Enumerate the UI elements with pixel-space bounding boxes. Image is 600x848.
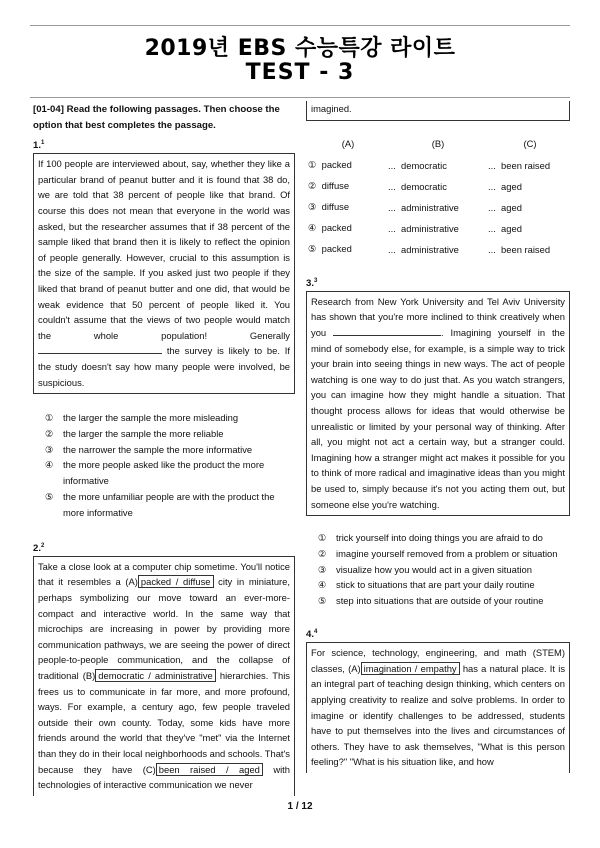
right-column: [306, 101, 570, 773]
page-number: 1 / 12: [287, 801, 313, 812]
footnote-marker: 1: [41, 140, 45, 146]
option-1[interactable]: ① the larger the sample the more misleading: [45, 412, 239, 424]
question-1-options: [33, 410, 295, 521]
option-5[interactable]: ⑤ packed ... administrative ... been raised: [308, 243, 551, 255]
option-4[interactable]: ④ packed ... administrative ... aged: [308, 222, 522, 234]
table-header-row: (A) (B) (C): [341, 138, 537, 150]
question-4-passage: For science, technology, engineering, and math (STEM) classes, (A) imagination / empathy has a natural place. It is an integral part of teaching design thinking, which centers on applying creativity to realize and solve problems. In order to imagine or identify challenges to be addressed, students have to put themselves into the lives and circumstances of others. They have to ask themselves, "What is this person feeling?" "What is his situation like, and how: [306, 642, 570, 773]
question-2-number: 2.$^2$: [33, 542, 45, 554]
option-3[interactable]: ③ the narrower the sample the more informative: [45, 443, 253, 455]
question-3-passage: Research from New York University and Tel Aviv University has shown that you're more inclined to think creatively when you . Imagining yourself in the mind of somebody else, for example, is a simple way to trick your brain into seeing things in new ways. The act of people watching is one way to do just that. As you watch strangers, you can imagine how they might handle a situation. That thought process allows for ideas that would otherwise be unrealistic or limited by your personal way of thinking. After all, you might not act a certain way, but a stranger could. Imagining how a stranger might act makes it possible for you to think of more radical and imaginative ideas than you might be used to, simply because it's not you acting them out, but someone else you're watching.: [306, 291, 570, 516]
footnote-marker: 2: [41, 542, 45, 549]
question-2-answer-table: [308, 133, 572, 260]
answer-blank: [333, 326, 441, 336]
question-1-number: 1.$^1$: [33, 140, 45, 152]
option-3[interactable]: ③ visualize how you would act in a given situation: [318, 563, 532, 575]
question-3-number: 3.$^3$: [306, 277, 318, 289]
option-2[interactable]: ② the larger the sample the more reliable: [45, 427, 224, 439]
header-top-rule: [30, 25, 570, 26]
question-4-number: 4.$^4$: [306, 629, 318, 641]
option-4[interactable]: ④ the more people asked like the product the more informative: [45, 459, 265, 487]
option-2[interactable]: ② imagine yourself removed from a problem or situation: [318, 547, 558, 559]
question-2-passage-continued: imagined.: [306, 101, 570, 121]
footnote-marker: 3: [314, 277, 318, 284]
choice-box-b: democratic / administrative: [95, 669, 216, 682]
option-2[interactable]: ② diffuse ... democratic ... aged: [308, 180, 522, 192]
question-3-options: [306, 530, 570, 609]
option-1[interactable]: ① packed ... democratic ... been raised: [308, 159, 551, 171]
option-4[interactable]: ④ stick to situations that are part your daily routine: [318, 579, 535, 591]
instructions: [01-04] Read the following passages. Then choose the option that best completes the passage.: [33, 104, 280, 131]
header-bottom-rule: [30, 97, 570, 98]
question-2-passage: Take a close look at a computer chip sometime. You'll notice that it resembles a (A) packed / diffuse city in miniature, perhaps symbolizing our move toward an ever-more-compact and interactive world. In the same way that microchips are increasing in power by providing more communication pathways, we are seeing the power of direct people-to-people communication, and the collapse of traditional (B) democratic / administrative hierarchies. This frees us to communicate in far more, and more profound, ways. For example, a century ago, few people traveled outside their own county. Today, some kids have more friends around the world that they've "met" via the Internet than they do in their local neighborhoods and schools. That's because they have (C) been raised / aged with technologies of interactive communication we never: [33, 556, 295, 796]
choice-box-c: been raised / aged: [156, 763, 263, 776]
question-1-passage: If 100 people are interviewed about, say, whether they like a particular brand of peanut butter and it is found that 38 do, we are told that 38 percent of people like that brand. Of course this does not mean that everyone in the world was asked, but the researcher assumes that if 38 percent of the sample liked that brand then it is likely to reflect the opinion of people generally. However, crucial to this assumption is the size of the sample. If you asked just two people if they liked that brand of peanut butter and one did, that would be weak evidence that 50 percent of people liked it. You couldn't assume that the views of two people would match the whole population! Generally the survey is likely to be. If the study doesn't say how many people were involved, be suspicious.: [33, 153, 295, 394]
option-3[interactable]: ③ diffuse ... administrative ... aged: [308, 201, 522, 213]
footnote-marker: 4: [314, 629, 318, 636]
choice-box-a: packed / diffuse: [138, 575, 214, 588]
option-1[interactable]: ① trick yourself into doing things you are afraid to do: [318, 532, 543, 544]
option-5[interactable]: ⑤ the more unfamiliar people are with the product the more informative: [45, 491, 275, 518]
choice-box-a: imagination / empathy: [361, 662, 460, 675]
test-title: TEST - 3: [245, 60, 355, 85]
page-title: 2019년 EBS 수능특강 라이트: [144, 36, 456, 61]
answer-blank: [38, 344, 162, 354]
left-column: [33, 101, 295, 796]
option-5[interactable]: ⑤ step into situations that are outside of your routine: [318, 595, 544, 607]
